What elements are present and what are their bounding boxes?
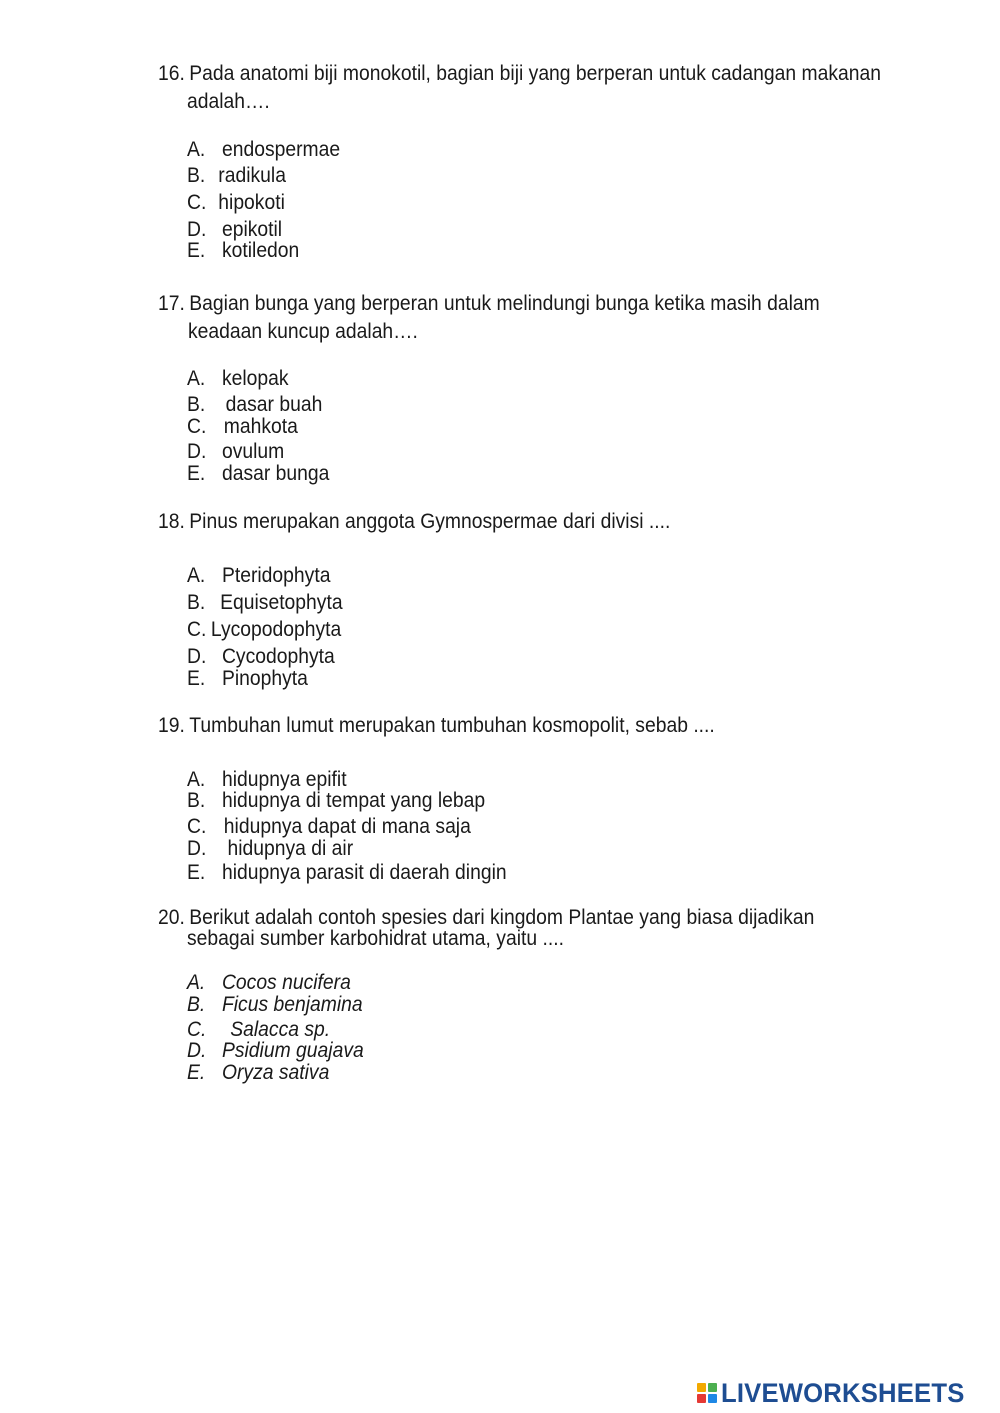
option-18-a[interactable] bbox=[187, 564, 330, 588]
option-letter: D. bbox=[187, 218, 207, 241]
option-letter: B. bbox=[187, 591, 206, 614]
logo-square-4 bbox=[708, 1394, 717, 1403]
option-letter: B. bbox=[187, 393, 206, 416]
option-letter: A. bbox=[187, 564, 206, 587]
question-19-number: 19. bbox=[158, 714, 185, 737]
question-17-text-line2 bbox=[188, 320, 418, 344]
question-17-number: 17. bbox=[158, 292, 185, 315]
option-letter: C. bbox=[187, 618, 207, 641]
option-17-d[interactable] bbox=[187, 440, 284, 464]
option-17-a[interactable] bbox=[187, 367, 289, 391]
option-text: Lycopodophyta bbox=[210, 618, 342, 641]
option-text: hipokoti bbox=[218, 191, 285, 214]
option-text: ovulum bbox=[221, 440, 285, 463]
option-letter: B. bbox=[187, 993, 206, 1016]
option-text: mahkota bbox=[223, 415, 298, 438]
option-17-c[interactable] bbox=[187, 415, 298, 439]
option-text: radikula bbox=[218, 164, 286, 187]
option-text: hidupnya dapat di mana saja bbox=[223, 815, 471, 838]
option-text: Psidium guajava bbox=[221, 1039, 364, 1062]
option-letter: C. bbox=[187, 815, 207, 838]
option-letter: D. bbox=[187, 837, 207, 860]
logo-square-2 bbox=[708, 1383, 717, 1392]
option-16-c[interactable] bbox=[187, 191, 285, 215]
option-16-b[interactable] bbox=[187, 164, 286, 188]
option-text: kelopak bbox=[221, 367, 289, 390]
option-20-b[interactable] bbox=[187, 993, 363, 1017]
option-letter: D. bbox=[187, 645, 207, 668]
question-17-line-2: keadaan kuncup adalah…. bbox=[188, 320, 418, 343]
option-letter: E. bbox=[187, 462, 206, 485]
option-text: Ficus benjamina bbox=[221, 993, 363, 1016]
option-letter: D. bbox=[187, 1039, 207, 1062]
option-letter: B. bbox=[187, 164, 206, 187]
option-19-c[interactable] bbox=[187, 815, 471, 839]
question-16-text-line2 bbox=[187, 90, 270, 114]
option-text: Pinophyta bbox=[221, 667, 308, 690]
option-letter: C. bbox=[187, 191, 207, 214]
option-18-c[interactable] bbox=[187, 618, 341, 642]
option-text: Salacca sp. bbox=[230, 1018, 331, 1041]
question-17-line-1: Bagian bunga yang berperan untuk melindungi bunga ketika masih dalam bbox=[189, 292, 820, 315]
question-16-number: 16. bbox=[158, 62, 185, 85]
question-19-line-1: Tumbuhan lumut merupakan tumbuhan kosmopolit, sebab .... bbox=[189, 714, 715, 737]
option-letter: C. bbox=[187, 415, 207, 438]
question-16-line-1: Pada anatomi biji monokotil, bagian biji yang berperan untuk cadangan makanan bbox=[189, 62, 881, 85]
logo-square-1 bbox=[697, 1383, 706, 1392]
option-16-e[interactable] bbox=[187, 239, 299, 263]
option-text: hidupnya di air bbox=[227, 837, 354, 860]
option-text: Oryza sativa bbox=[221, 1061, 330, 1084]
option-letter: D. bbox=[187, 440, 207, 463]
option-letter: E. bbox=[187, 1061, 206, 1084]
option-text: endospermae bbox=[221, 138, 341, 161]
option-letter: A. bbox=[187, 768, 206, 791]
option-text: Pteridophyta bbox=[221, 564, 331, 587]
question-17-text bbox=[158, 292, 820, 316]
option-20-a[interactable] bbox=[187, 971, 351, 995]
option-letter: A. bbox=[187, 971, 206, 994]
option-text: Cycodophyta bbox=[221, 645, 335, 668]
option-18-b[interactable] bbox=[187, 591, 343, 615]
question-16-text bbox=[158, 62, 881, 86]
question-18-line-1: Pinus merupakan anggota Gymnospermae dari divisi .... bbox=[189, 510, 671, 533]
option-letter: C. bbox=[187, 1018, 207, 1041]
option-17-b[interactable] bbox=[187, 393, 322, 417]
question-20-line-1: Berikut adalah contoh spesies dari kingdom Plantae yang biasa dijadikan bbox=[189, 906, 815, 929]
option-letter: E. bbox=[187, 861, 206, 884]
option-letter: E. bbox=[187, 239, 206, 262]
question-18-text bbox=[158, 510, 670, 534]
question-19-text bbox=[158, 714, 715, 738]
option-19-b[interactable] bbox=[187, 789, 485, 813]
option-letter: B. bbox=[187, 789, 206, 812]
option-19-e[interactable] bbox=[187, 861, 507, 885]
option-text: kotiledon bbox=[221, 239, 300, 262]
option-18-d[interactable] bbox=[187, 645, 335, 669]
option-text: epikotil bbox=[221, 218, 283, 241]
option-letter: A. bbox=[187, 138, 206, 161]
option-letter: E. bbox=[187, 667, 206, 690]
question-20-text-line2 bbox=[187, 927, 564, 951]
liveworksheets-logo[interactable] bbox=[697, 1378, 997, 1408]
option-letter: A. bbox=[187, 367, 206, 390]
option-19-d[interactable] bbox=[187, 837, 353, 861]
option-text: Cocos nucifera bbox=[221, 971, 351, 994]
option-text: hidupnya epifit bbox=[221, 768, 347, 791]
question-18-number: 18. bbox=[158, 510, 185, 533]
logo-grid-icon bbox=[697, 1383, 717, 1403]
question-20-number: 20. bbox=[158, 906, 185, 929]
option-18-e[interactable] bbox=[187, 667, 308, 691]
question-16-line-2: adalah…. bbox=[187, 90, 270, 113]
question-20-line-2: sebagai sumber karbohidrat utama, yaitu .... bbox=[187, 927, 564, 950]
option-text: Equisetophyta bbox=[220, 591, 343, 614]
option-text: hidupnya di tempat yang lebap bbox=[221, 789, 486, 812]
option-text: dasar buah bbox=[225, 393, 323, 416]
logo-text: LIVEWORKSHEETS bbox=[721, 1377, 965, 1408]
option-text: dasar bunga bbox=[221, 462, 330, 485]
option-16-a[interactable] bbox=[187, 138, 340, 162]
option-17-e[interactable] bbox=[187, 462, 329, 486]
option-20-d[interactable] bbox=[187, 1039, 364, 1063]
logo-square-3 bbox=[697, 1394, 706, 1403]
option-text: hidupnya parasit di daerah dingin bbox=[221, 861, 507, 884]
option-20-e[interactable] bbox=[187, 1061, 329, 1085]
